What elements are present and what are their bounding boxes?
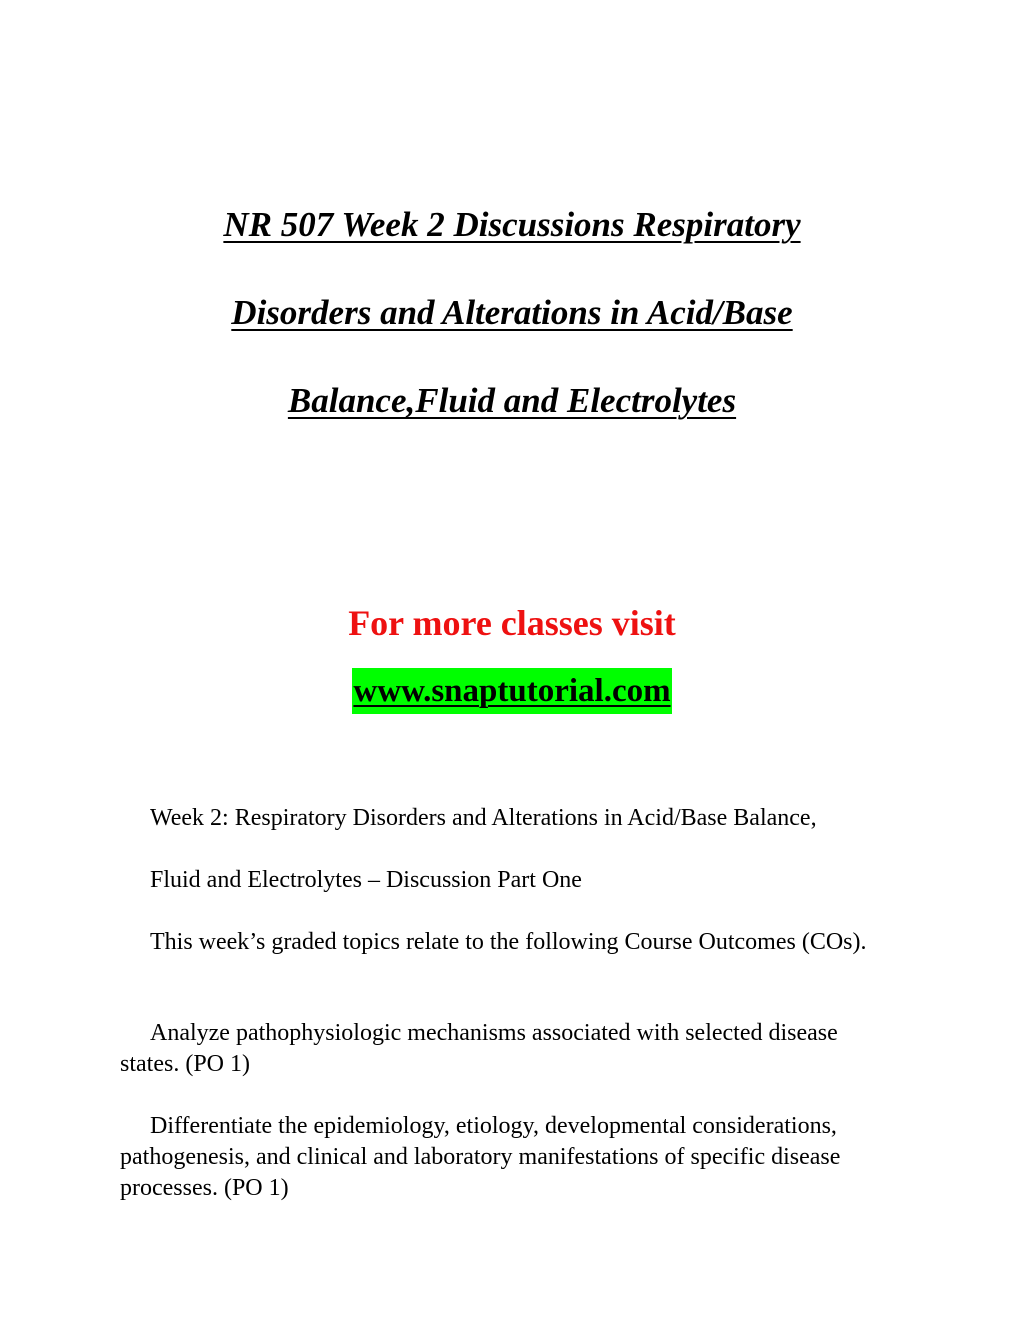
- paragraph-course-outcomes: This week’s graded topics relate to the following Course Outcomes (COs).: [150, 929, 867, 955]
- paragraph-outcome-analyze: Analyze pathophysiologic mechanisms associated with selected disease states. (PO 1): [120, 1020, 838, 1077]
- paragraph-outcome-differentiate: Differentiate the epidemiology, etiology, developmental considerations, pathogenesis, and clinical and laboratory manifestations of specific disease processes. (PO 1): [120, 1113, 841, 1201]
- title-line-2: Disorders and Alterations in Acid/Base: [231, 293, 793, 332]
- promo-link-wrapper: [0, 668, 1024, 714]
- paragraph-week-heading: Week 2: Respiratory Disorders and Alterations in Acid/Base Balance,: [150, 805, 817, 831]
- title-line-1: NR 507 Week 2 Discussions Respiratory: [223, 205, 801, 244]
- promo-text: For more classes visit: [348, 603, 676, 643]
- paragraph-discussion-part: Fluid and Electrolytes – Discussion Part One: [150, 867, 582, 893]
- title-line-3: Balance,Fluid and Electrolytes: [287, 381, 737, 420]
- snaptutorial-link[interactable]: www.snaptutorial.com: [352, 668, 671, 714]
